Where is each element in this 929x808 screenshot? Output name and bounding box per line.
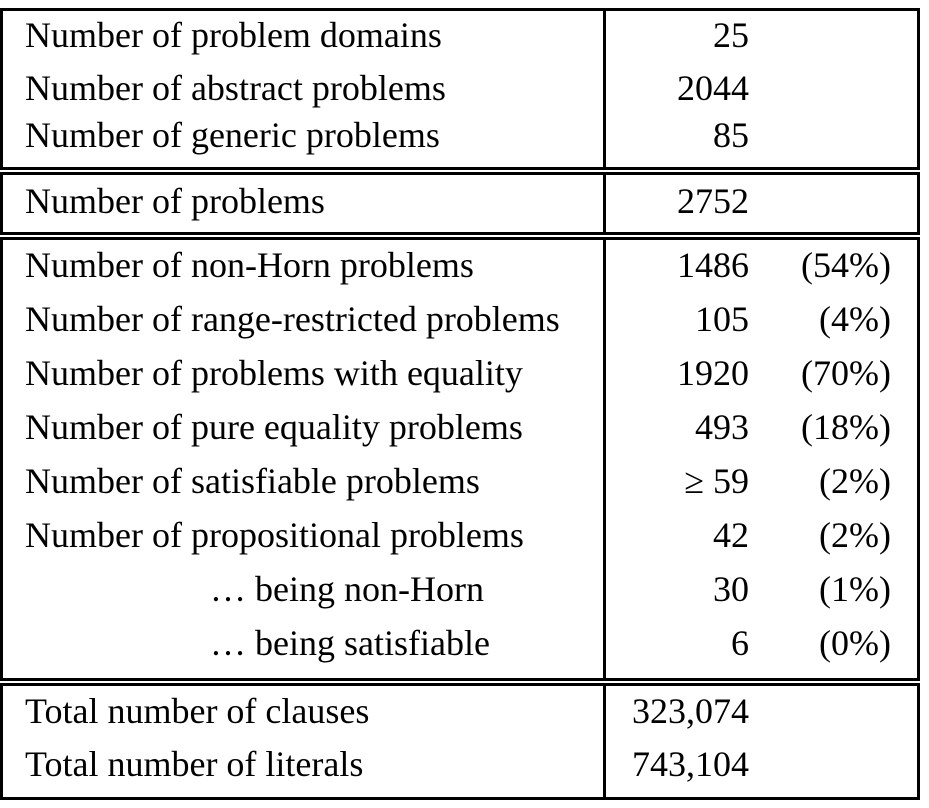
row-value: 1486 (677, 245, 749, 285)
row-percentage: (18%) (801, 407, 891, 447)
table-row (0, 456, 920, 506)
group-divider (0, 232, 920, 235)
row-value: 85 (713, 115, 749, 155)
table-row (0, 348, 920, 398)
table-row (0, 294, 920, 344)
row-value: 743,104 (632, 744, 749, 784)
row-percentage: (54%) (801, 245, 891, 285)
table-row (0, 402, 920, 452)
row-percentage: (2%) (819, 515, 891, 555)
group-divider (0, 167, 920, 170)
group-divider (0, 172, 920, 175)
row-label: Number of pure equality problems (25, 407, 523, 447)
table-row (0, 686, 920, 736)
row-label: Number of problems with equality (25, 353, 523, 393)
row-label: Total number of clauses (25, 691, 370, 731)
table-row (0, 510, 920, 560)
table-row (0, 564, 920, 614)
table-row (0, 10, 920, 60)
table-row (0, 110, 920, 160)
row-label: Number of problem domains (25, 15, 442, 55)
row-percentage: (4%) (819, 299, 891, 339)
row-value: ≥ 59 (684, 461, 749, 501)
row-percentage: (0%) (819, 623, 891, 663)
group-divider (0, 678, 920, 681)
row-label: Number of range-restricted problems (25, 299, 560, 339)
row-value: 2752 (677, 181, 749, 221)
row-label: … being satisfiable (210, 623, 490, 663)
table-row (0, 63, 920, 113)
row-label: Number of satisfiable problems (25, 461, 480, 501)
row-value: 105 (695, 299, 749, 339)
row-label: … being non-Horn (210, 569, 484, 609)
row-label: Number of problems (25, 181, 325, 221)
row-value: 2044 (677, 68, 749, 108)
row-value: 323,074 (632, 691, 749, 731)
row-label: Total number of literals (25, 744, 364, 784)
row-value: 493 (695, 407, 749, 447)
row-value: 6 (731, 623, 749, 663)
row-percentage: (2%) (819, 461, 891, 501)
table-row (0, 176, 920, 226)
row-label: Number of generic problems (25, 115, 440, 155)
row-value: 30 (713, 569, 749, 609)
table-bottom-rule (0, 797, 920, 800)
row-value: 1920 (677, 353, 749, 393)
table-row (0, 240, 920, 290)
row-percentage: (1%) (819, 569, 891, 609)
row-value: 42 (713, 515, 749, 555)
row-label: Number of abstract problems (25, 68, 446, 108)
row-value: 25 (713, 15, 749, 55)
table-row (0, 739, 920, 789)
row-label: Number of non-Horn problems (25, 245, 474, 285)
row-label: Number of propositional problems (25, 515, 524, 555)
table-row (0, 618, 920, 668)
row-percentage: (70%) (801, 353, 891, 393)
